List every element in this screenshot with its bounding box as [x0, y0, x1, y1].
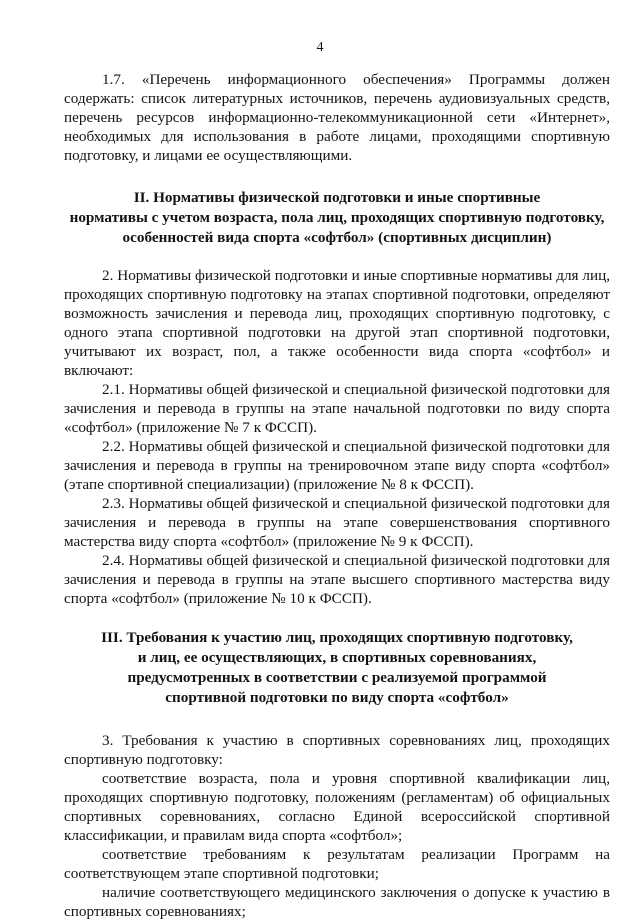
section-2-heading	[64, 188, 610, 248]
section-3-heading-line: и лиц, ее осуществляющих, в спортивных соревнованиях,	[137, 649, 537, 666]
paragraph-3: 3. Требования к участию в спортивных соревнованиях лиц, проходящих спортивную подготовку:	[64, 732, 610, 768]
document-body	[64, 70, 610, 921]
section-3-heading-line: спортивной подготовки по виду спорта «софтбол»	[165, 689, 509, 706]
section-2-heading-line: II. Нормативы физической подготовки и иные спортивные	[133, 189, 541, 206]
requirement-item: соответствие требованиям к результатам реализации Программ на соответствующем этапе спортивной подготовки;	[64, 846, 610, 882]
paragraph-2-4: 2.4. Нормативы общей физической и специальной физической подготовки для зачисления и перевода в группы на этапе высшего спортивного мастерства виду спорта «софтбол» (приложение № 10 к ФССП).	[64, 552, 610, 607]
requirement-item: соответствие возраста, пола и уровня спортивной квалификации лиц, проходящих спортивную подготовку, положениям (регламентам) об официальных спортивных соревнованиях, согласно Единой всероссийской спортивной классификации, и правилам вида спорта «софтбол»;	[64, 770, 610, 844]
section-3-heading-line: предусмотренных в соответствии с реализуемой программой	[127, 669, 547, 686]
page-number: 4	[316, 40, 324, 55]
section-2-heading-line: особенностей вида спорта «софтбол» (спортивных дисциплин)	[122, 229, 552, 246]
requirement-item: наличие соответствующего медицинского заключения о допуске к участию в спортивных соревнованиях;	[64, 884, 610, 920]
section-3-heading	[64, 628, 610, 708]
paragraph-2-3: 2.3. Нормативы общей физической и специальной физической подготовки для зачисления и перевода в группы на этапе совершенствования спортивного мастерства виду спорта «софтбол» (приложение № 9 к ФССП).	[64, 495, 610, 550]
section-3-heading-line: III. Требования к участию лиц, проходящих спортивную подготовку,	[101, 629, 573, 646]
paragraph-1-7: 1.7. «Перечень информационного обеспечения» Программы должен содержать: список литературных источников, перечень аудиовизуальных средств, перечень ресурсов информационно-телекоммуникационной сети «Интернет», необходимых для использования в работе лицами, проходящими спортивную подготовку, и лицами ее осуществляющими.	[64, 71, 610, 164]
section-2-heading-line: нормативы с учетом возраста, пола лиц, проходящих спортивную подготовку,	[69, 209, 605, 226]
paragraph-2-2: 2.2. Нормативы общей физической и специальной физической подготовки для зачисления и перевода в группы на тренировочном этапе виду спорта «софтбол» (этапе спортивной специализации) (приложение № 8 к ФССП).	[64, 438, 610, 493]
paragraph-2-1: 2.1. Нормативы общей физической и специальной физической подготовки для зачисления и перевода в группы на этапе начальной подготовки по виду спорта «софтбол» (приложение № 7 к ФССП).	[64, 381, 610, 436]
paragraph-2: 2. Нормативы физической подготовки и иные спортивные нормативы для лиц, проходящих спортивную подготовку на этапах спортивной подготовки, определяют возможность зачисления и перевода лиц, проходящих спортивную подготовку, с одного этапа спортивной подготовки на другой этап спортивной подготовки, учитывают их возраст, пол, а также особенности вида спорта «софтбол» и включают:	[64, 267, 610, 379]
